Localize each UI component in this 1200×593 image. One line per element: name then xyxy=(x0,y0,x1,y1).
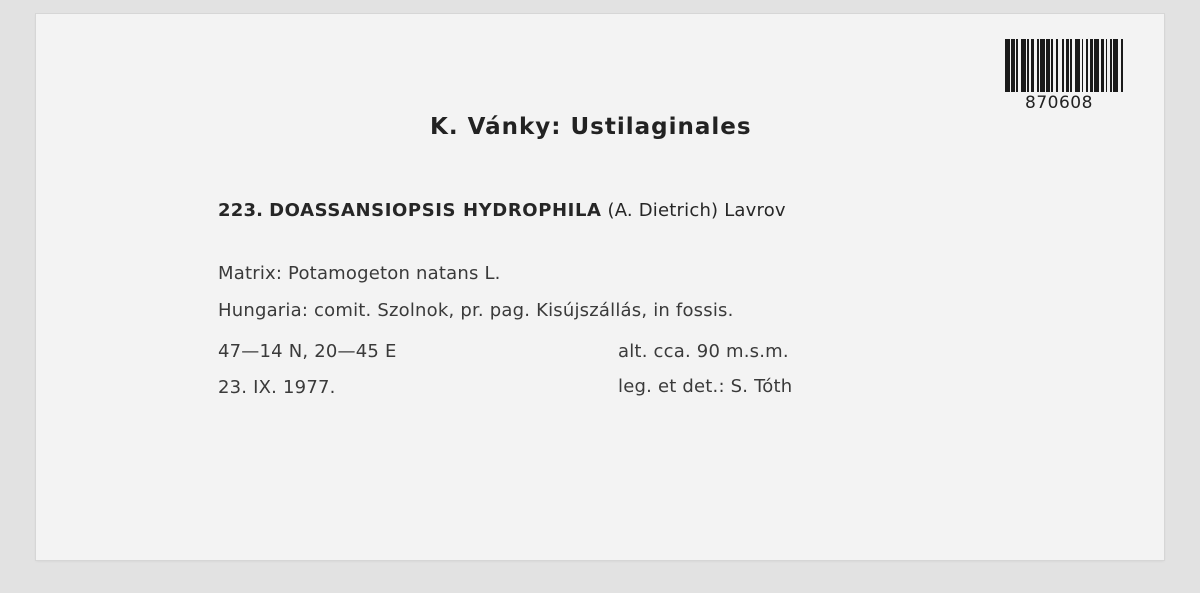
locality-line: Hungaria: comit. Szolnok, pr. pag. Kisújszállás, in fossis. xyxy=(218,300,734,321)
matrix-line: Matrix: Potamogeton natans L. xyxy=(218,263,501,284)
altitude-text: alt. cca. 90 m.s.m. xyxy=(618,341,789,362)
species-heading xyxy=(218,200,786,221)
species-author: (A. Dietrich) Lavrov xyxy=(607,200,786,221)
collector-text: leg. et det.: S. Tóth xyxy=(618,376,793,397)
coordinates-text: 47—14 N, 20—45 E xyxy=(218,341,397,362)
barcode-gap xyxy=(1123,39,1125,92)
species-number: 223. xyxy=(218,200,264,221)
collection-date: 23. IX. 1977. xyxy=(218,377,336,398)
label-title: K. Vánky: Ustilaginales xyxy=(430,114,752,140)
specimen-label xyxy=(36,14,1164,560)
species-name: DOASSANSIOPSIS HYDROPHILA xyxy=(269,200,602,221)
barcode-bars xyxy=(1005,39,1129,92)
barcode xyxy=(1005,39,1129,112)
barcode-number: 870608 xyxy=(1025,93,1093,113)
